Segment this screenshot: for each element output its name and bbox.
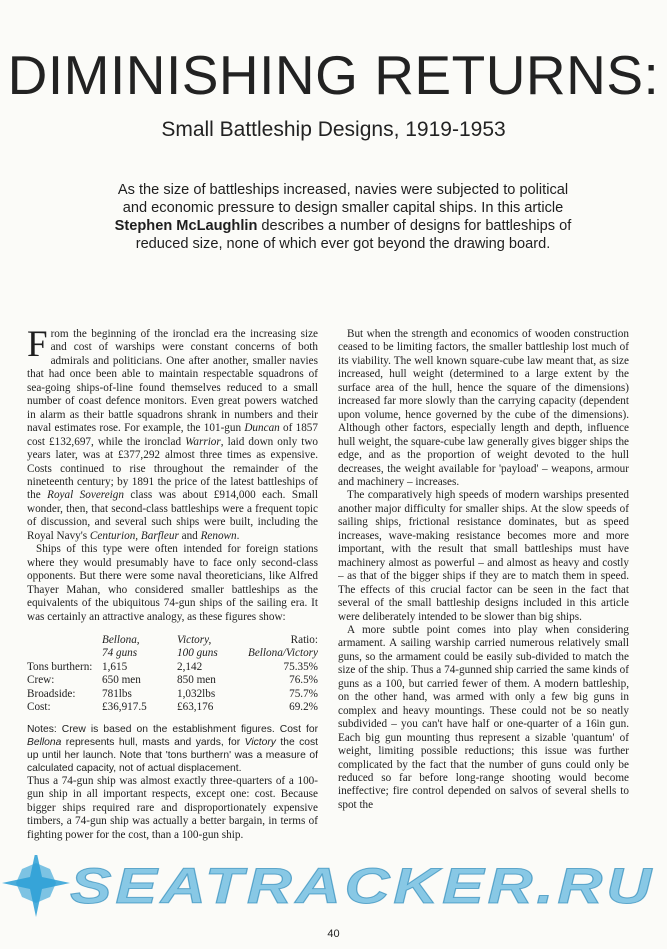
table-cell: 75.35% xyxy=(283,660,318,673)
notes-text: Notes: Crew is based on the establishment figures. Cost for xyxy=(27,723,318,735)
table-cell: 74 guns xyxy=(102,647,138,660)
table-cell: Bellona/Victory xyxy=(247,647,318,660)
table-cell xyxy=(27,647,102,660)
article-title: DIMINISHING RETURNS: xyxy=(7,44,660,106)
paragraph-text: . xyxy=(236,529,240,542)
body-paragraph-1 xyxy=(27,328,318,543)
table-cell: 1,032lbs xyxy=(177,687,216,700)
table-cell: 76.5% xyxy=(289,674,318,687)
page-number: 40 xyxy=(327,928,340,940)
paragraph-text: and xyxy=(178,529,201,542)
paragraph-text: of 1857 cost £132,697, while the ironclad xyxy=(27,422,318,448)
body-paragraph-3: Thus a 74-gun ship was almost exactly three-quarters of a 100-gun ship in all important respects, except one: cost. Because bigger ships required rare and disproportionately expensive timbers, a 74-gun ship was actually a better bargain, in terms of fighting power for the cost, than a 100-gun ship. xyxy=(27,774,318,841)
comparison-table xyxy=(27,634,318,715)
text-column-left xyxy=(27,328,318,928)
paragraph-text: rom the beginning of the ironclad era the increasing size and cost of warships were constant concerns of both admirals and politicians. One after another, smaller navies that had once been able to maintain respectable squadrons of sea-going ships-of-line found themselves reduced to a small number of coast defence monitors. Even great powers watched in alarm as their battle squadrons shrank in numbers and their naval estimates rose. For example, the 101-gun xyxy=(27,328,318,435)
table-row xyxy=(27,661,318,674)
table-row xyxy=(27,701,318,714)
notes-text: represents hull, masts and yards, for xyxy=(61,736,245,748)
table-cell: 2,142 xyxy=(177,660,203,673)
table-row xyxy=(27,688,318,701)
ship-name: Royal Sovereign xyxy=(47,489,124,502)
table-cell: 850 men xyxy=(177,674,216,687)
watermark-text: SEATRACKER.RU xyxy=(70,858,655,914)
table-cell: Victory, xyxy=(177,633,212,646)
body-paragraph-4: But when the strength and economics of wooden construction ceased to be limiting factors, the smaller battleship lost much of its viability. The well known square-cube law meant that, as size increased, hull weight (determined to a large extent by the surface area of the hull, hence the square of the dimensions) increased far more slowly than the carrying capacity (dependent upon volume, hence governed by the cube of the dimensions). Although other factors, especially length and depth, influence hull weight, the square-cube law generally gives bigger ships the edge, and as the proportion of weight devoted to the hull decreases, the weight available for 'payload' – weapons, armour and machinery – increases. xyxy=(338,328,629,488)
table-cell: Broadside: xyxy=(27,687,76,700)
table-cell: 75.7% xyxy=(289,687,318,700)
drop-cap: F xyxy=(27,328,48,365)
table-cell: 100 guns xyxy=(177,647,218,660)
table-cell: 69.2% xyxy=(289,701,318,714)
body-paragraph-6: A more subtle point comes into play when considering armament. A sailing warship carried numerous relatively small guns, so the armament could be easily sub-divided to match the size of the ship. Thus a 74-gunned ship carried the same kinds of guns as a 100, but carried fewer of them. A modern battleship, on the other hand, was armed with only a few big guns in complex and heavy mountings. These could not be so neatly subdivided – you can't have half or one-quarter of a 16in gun. Each big gun mounting thus represent a sizable 'quantum' of weight, limiting possible reductions; this issue was further complicated by the fact that the number of guns could only be reduced so far before long-range shooting would become ineffective; fire control depended on salvos of several shells to spot the xyxy=(338,623,629,811)
article-standfirst xyxy=(108,181,578,253)
notes-text: the cost up until her launch. Note that 'tons burthern' was a measure of calculated capacity, not of actual displacement. xyxy=(27,736,318,774)
paragraph-text: class was about £914,000 each. Small wonder, then, that second-class battleships were a frequent topic of discussion, and several such ships were built, including the Royal Navy's xyxy=(27,489,318,542)
table-cell: £63,176 xyxy=(177,701,214,714)
body-paragraph-5: The comparatively high speeds of modern warships presented another major difficulty for smaller ships. At the slow speeds of sailing ships, frictional resistance dominates, but as speed increases, wave-making resistance becomes more and more important, with the result that small battleships must have machinery almost as powerful – and almost as heavy and costly – as that of the bigger ships if they are to match them in speed. The effects of this crucial factor can be seen in the fact that several of the small battleship designs included in this article were deliberately intended to be slower than big ships. xyxy=(338,489,629,623)
article-subtitle: Small Battleship Designs, 1919-1953 xyxy=(161,118,506,141)
standfirst-text: As the size of battleships increased, navies were subjected to political and economic pressure to design smaller capital ships. In this article xyxy=(117,182,569,216)
ship-name: Victory xyxy=(244,736,276,748)
table-header-row xyxy=(27,647,318,660)
table-cell: 650 men xyxy=(102,674,141,687)
table-cell: Ratio: xyxy=(290,633,318,646)
table-cell: Crew: xyxy=(27,674,55,687)
ship-name: Bellona xyxy=(27,736,62,748)
ship-name: Renown xyxy=(200,529,237,542)
paragraph-text: , laid down only two years later, was at £377,292 almost three times as expensive. Costs continued to rise throughout the remainder of the nineteenth century; by 1891 the price of the latest battleships of the xyxy=(27,435,318,502)
ship-name: Warrior xyxy=(185,435,221,448)
table-cell: 781lbs xyxy=(102,687,132,700)
table-cell: Cost: xyxy=(27,701,51,714)
table-cell: Tons burthern: xyxy=(27,660,93,673)
table-header-row xyxy=(27,634,318,647)
table-row xyxy=(27,674,318,687)
ship-name: Centurion, Barfleur xyxy=(89,529,179,542)
table-cell: £36,917.5 xyxy=(102,701,147,714)
body-paragraph-2: Ships of this type were often intended for foreign stations where they would presumably have to face only second-class opponents. But there were some naval theoreticians, like Alfred Thayer Mahan, who considered smaller battleships as the equivalents of the ubiquitous 74-gun ships of the sailing era. It was certainly an attractive analogy, as these figures show: xyxy=(27,543,318,623)
text-column-right xyxy=(338,328,629,928)
author-name: Stephen McLaughlin xyxy=(114,218,258,234)
standfirst-text-end: describes a number of designs for battleships of reduced size, none of which ever got beyond the drawing board. xyxy=(135,218,572,252)
table-cell xyxy=(27,634,102,647)
ship-name: Duncan xyxy=(244,422,280,435)
table-notes xyxy=(27,723,318,775)
table-cell: Bellona, xyxy=(102,633,140,646)
table-cell: 1,615 xyxy=(102,660,128,673)
